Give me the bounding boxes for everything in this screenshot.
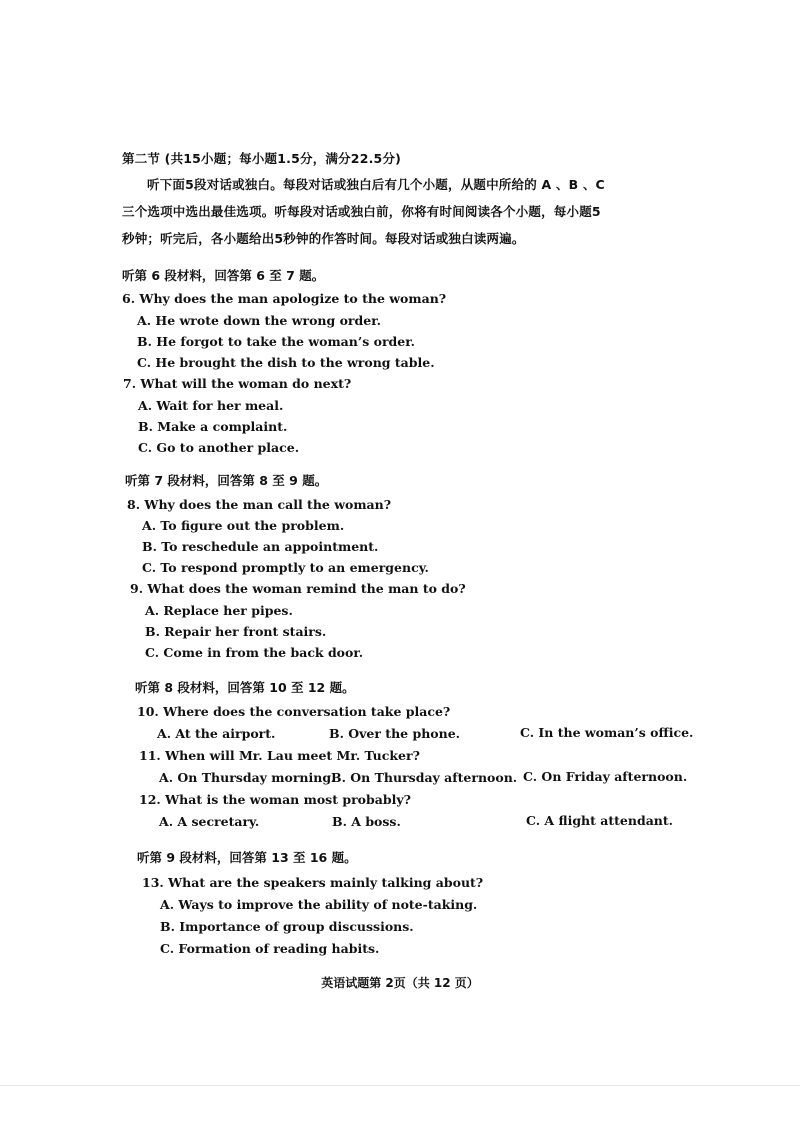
- group-instruction-9: 听第 9 段材料，回答第 13 至 16 题。: [137, 850, 357, 865]
- q13-option-a: A. Ways to improve the ability of note-taking.: [160, 897, 478, 912]
- q7-option-b: B. Make a complaint.: [138, 419, 288, 434]
- group-instruction-8: 听第 8 段材料，回答第 10 至 12 题。: [135, 680, 355, 695]
- q12-option-b: B. A boss.: [332, 814, 401, 829]
- question-9: 9. What does the woman remind the man to do?: [130, 581, 466, 596]
- group-instruction-6: 听第 6 段材料，回答第 6 至 7 题。: [122, 268, 325, 283]
- page-footer: 英语试题第 2页（共 12 页）: [321, 976, 479, 990]
- q6-option-c: C. He brought the dish to the wrong table.: [137, 355, 435, 370]
- q10-option-c: C. In the woman’s office.: [520, 725, 694, 740]
- instruction-line-1: 听下面5段对话或独白。每段对话或独白后有几个小题，从题中所给的 A 、B 、C: [147, 177, 605, 192]
- question-6: 6. Why does the man apologize to the woman?: [122, 291, 447, 306]
- section-title: 第二节 (共15小题；每小题1.5分，满分22.5分): [122, 151, 402, 166]
- q11-option-b: B. On Thursday afternoon.: [331, 770, 518, 785]
- q9-option-b: B. Repair her front stairs.: [145, 624, 327, 639]
- q9-option-c: C. Come in from the back door.: [145, 645, 364, 660]
- q12-option-a: A. A secretary.: [159, 814, 260, 829]
- q7-option-c: C. Go to another place.: [138, 440, 300, 455]
- instruction-line-2: 三个选项中选出最佳选项。听每段对话或独白前，你将有时间阅读各个小题，每小题5: [122, 204, 601, 219]
- q6-option-a: A. He wrote down the wrong order.: [137, 313, 381, 328]
- group-instruction-7: 听第 7 段材料，回答第 8 至 9 题。: [125, 473, 328, 488]
- q7-option-a: A. Wait for her meal.: [138, 398, 284, 413]
- q13-option-c: C. Formation of reading habits.: [160, 941, 380, 956]
- q11-option-c: C. On Friday afternoon.: [523, 769, 688, 784]
- instruction-line-3: 秒钟；听完后，各小题给出5秒钟的作答时间。每段对话或独白读两遍。: [122, 231, 525, 246]
- q13-option-b: B. Importance of group discussions.: [160, 919, 414, 934]
- q11-option-a: A. On Thursday morning.: [159, 770, 336, 785]
- q9-option-a: A. Replace her pipes.: [145, 603, 293, 618]
- q8-option-a: A. To figure out the problem.: [142, 518, 345, 533]
- q12-option-c: C. A flight attendant.: [526, 813, 674, 828]
- q10-option-a: A. At the airport.: [157, 726, 276, 741]
- question-13: 13. What are the speakers mainly talking about?: [142, 875, 484, 890]
- question-7: 7. What will the woman do next?: [123, 376, 352, 391]
- q8-option-b: B. To reschedule an appointment.: [142, 539, 379, 554]
- q10-option-b: B. Over the phone.: [329, 726, 461, 741]
- bottom-edge-divider: [0, 1085, 800, 1086]
- question-8: 8. Why does the man call the woman?: [127, 497, 392, 512]
- q8-option-c: C. To respond promptly to an emergency.: [142, 560, 429, 575]
- question-10: 10. Where does the conversation take place?: [137, 704, 451, 719]
- question-12: 12. What is the woman most probably?: [139, 792, 411, 807]
- q6-option-b: B. He forgot to take the woman’s order.: [137, 334, 416, 349]
- question-11: 11. When will Mr. Lau meet Mr. Tucker?: [139, 748, 420, 763]
